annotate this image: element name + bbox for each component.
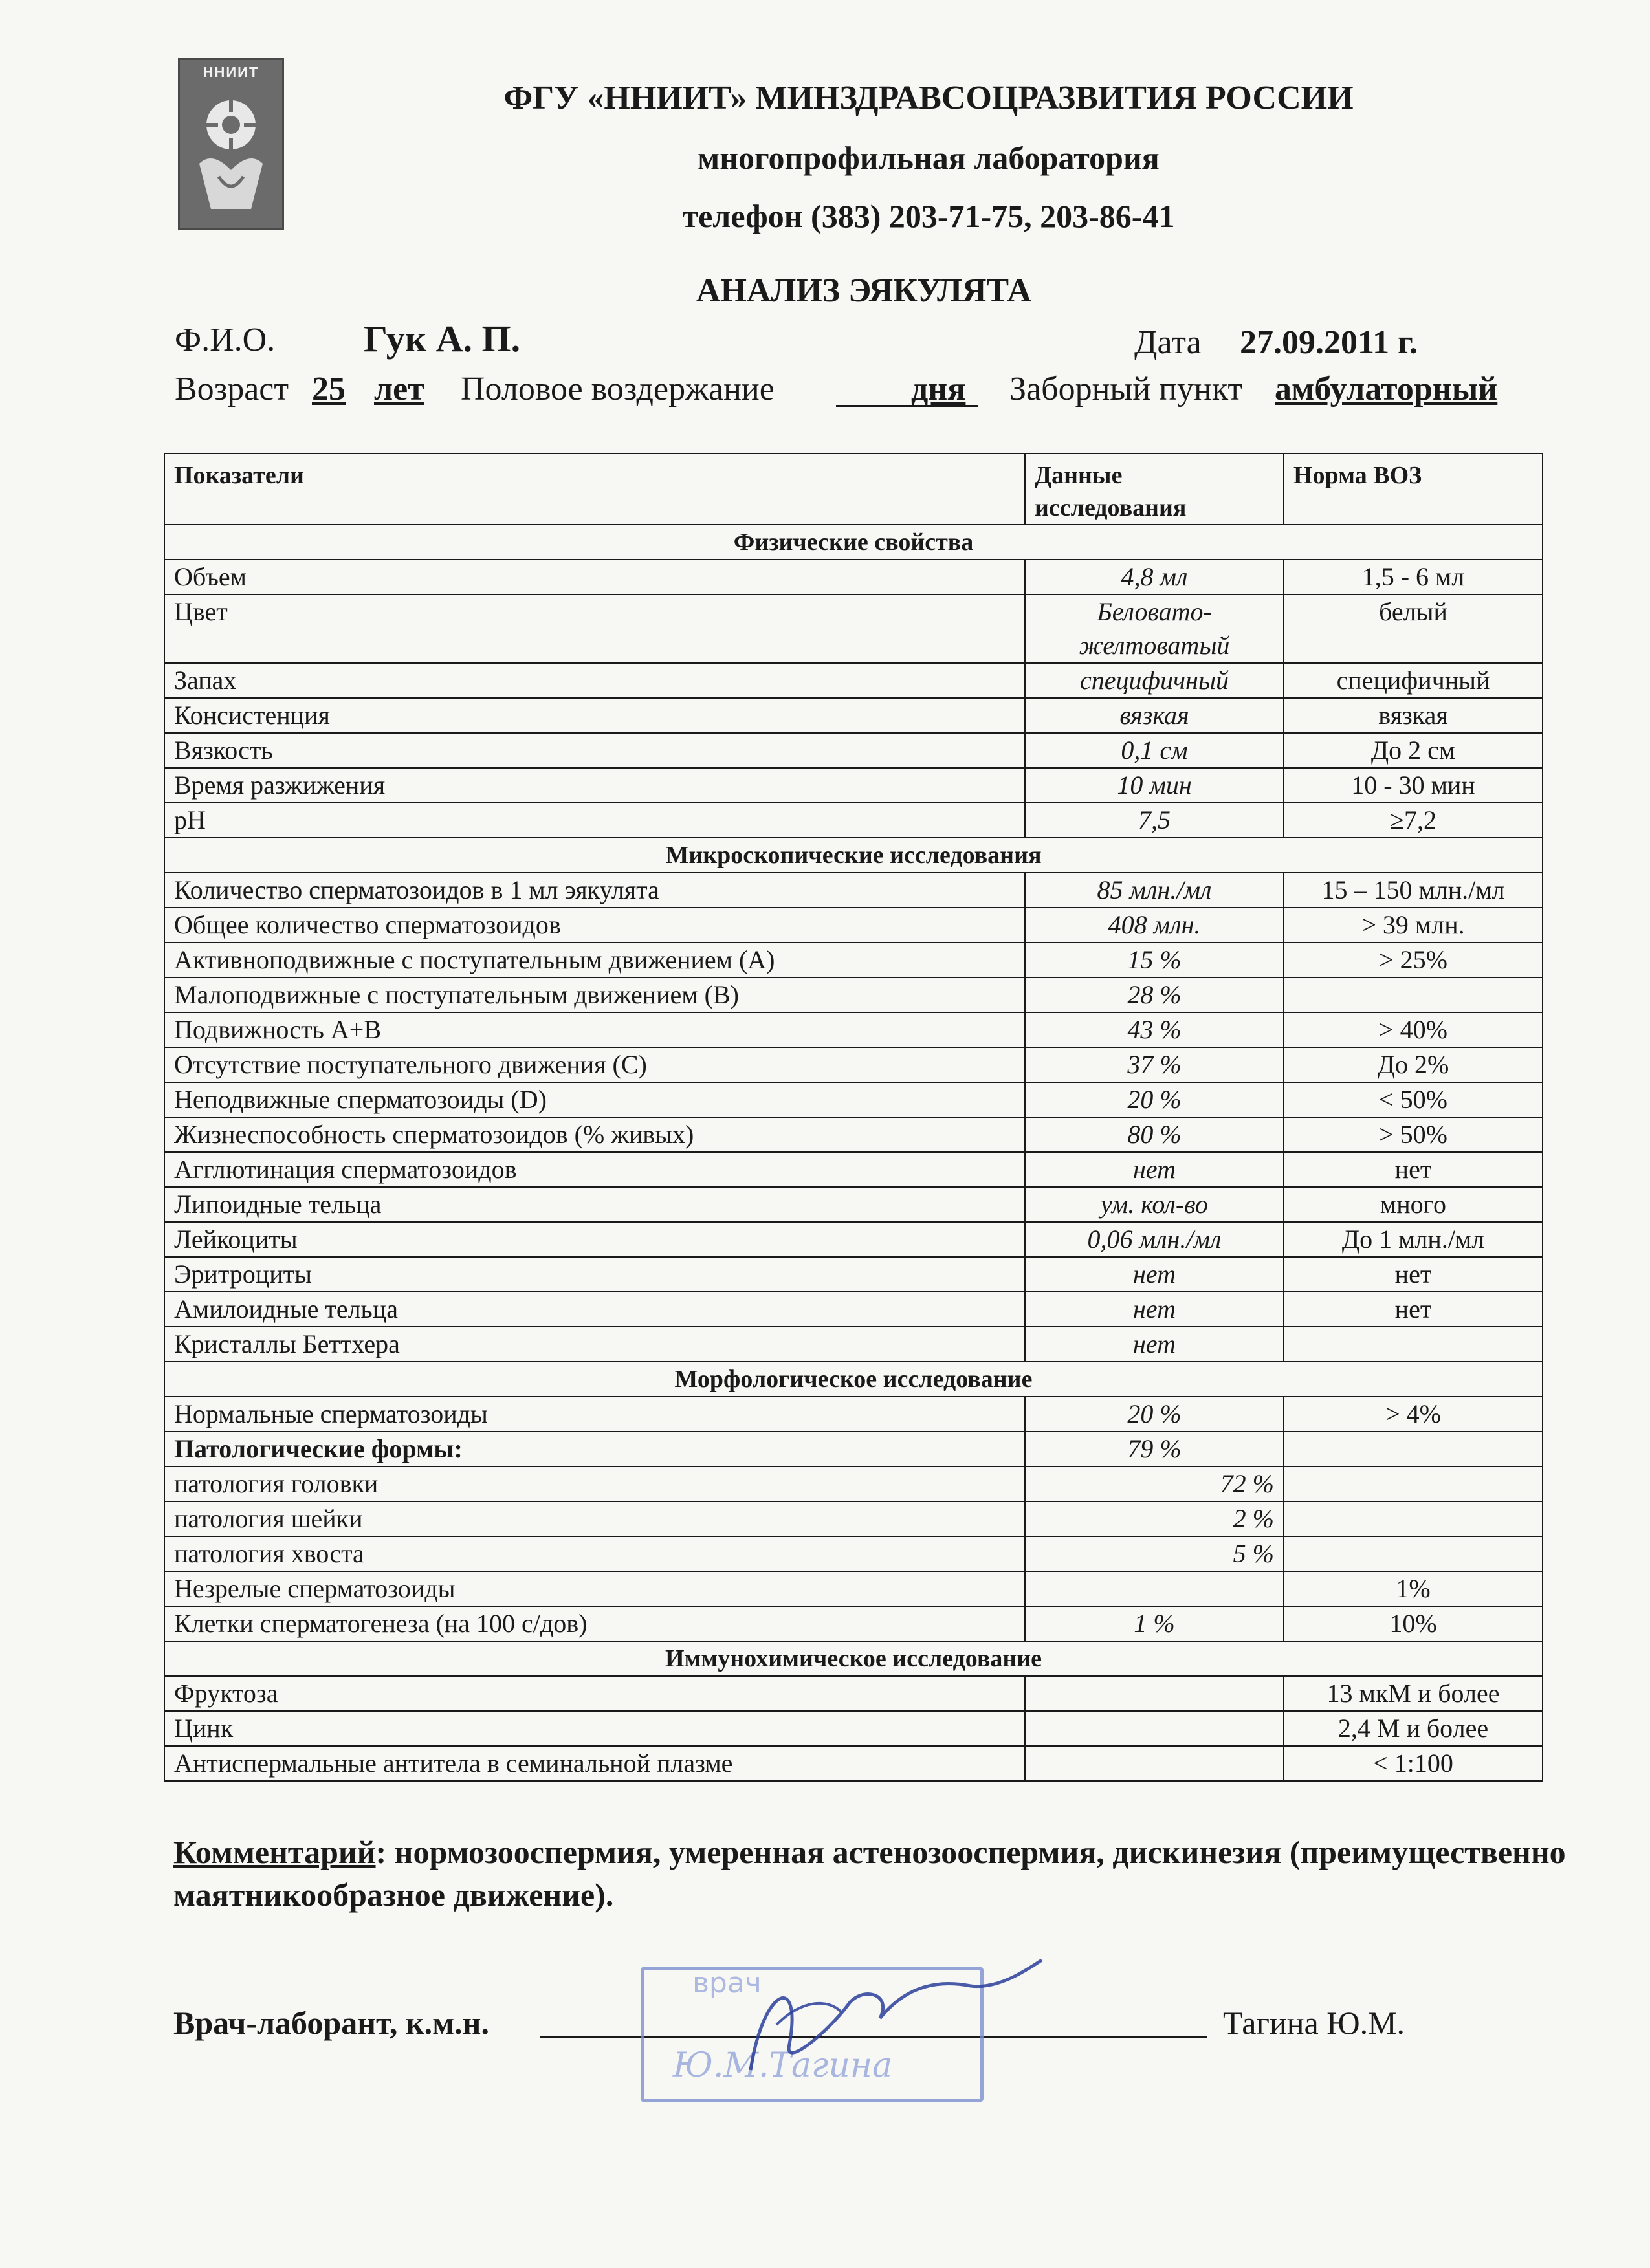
table-row: pH 7,5 ≥7,2 — [164, 803, 1543, 838]
fio-value: Гук А. П. — [364, 318, 521, 360]
section-morphology: Морфологическое исследование — [164, 1362, 1543, 1397]
date-value: 27.09.2011 г. — [1240, 324, 1418, 361]
signature-stamp-icon — [634, 1947, 1048, 2115]
table-row: Неподвижные сперматозоиды (D) 20 % < 50% — [164, 1082, 1543, 1117]
table-row: патология хвоста 5 % — [164, 1536, 1543, 1571]
table-row: Вязкость 0,1 см До 2 см — [164, 733, 1543, 768]
table-row: Отсутствие поступательного движения (C) 37 % До 2% — [164, 1047, 1543, 1082]
table-header-row — [164, 453, 1543, 525]
table-row: Консистенция вязкая вязкая — [164, 698, 1543, 733]
table-row: Время разжижения 10 мин 10 - 30 мин — [164, 768, 1543, 803]
table-row: Клетки сперматогенеза (на 100 с/дов) 1 % 10% — [164, 1606, 1543, 1641]
section-immuno: Иммунохимическое исследование — [164, 1641, 1543, 1676]
age-value: 25 — [312, 371, 346, 408]
point-label: Заборный пункт — [1009, 371, 1243, 408]
table-row: Подвижность A+B 43 % > 40% — [164, 1012, 1543, 1047]
table-row: Лейкоциты 0,06 млн./мл До 1 млн./мл — [164, 1222, 1543, 1257]
logo-text: ННИИТ — [203, 64, 259, 80]
table-row: Запах специфичный специфичный — [164, 663, 1543, 698]
age-label: Возраст — [175, 371, 289, 408]
doctor-name: Тагина Ю.М. — [1223, 2005, 1405, 2041]
table-row: Количество сперматозоидов в 1 мл эякулята 85 млн./мл 15 – 150 млн./мл — [164, 873, 1543, 908]
document-title: АНАЛИЗ ЭЯКУЛЯТА — [696, 272, 1032, 309]
table-row: Липоидные тельца ум. кол-во много — [164, 1187, 1543, 1222]
col-norm: Норма ВОЗ — [1284, 453, 1543, 525]
comment-block — [173, 1831, 1578, 1916]
table-row: Общее количество сперматозоидов 408 млн. > 39 млн. — [164, 908, 1543, 943]
section-microscopic: Микроскопические исследования — [164, 838, 1543, 873]
date-label: Дата — [1134, 324, 1202, 361]
results-table — [164, 453, 1543, 1782]
table-row: Незрелые сперматозоиды 1% — [164, 1571, 1543, 1606]
table-row: Жизнеспособность сперматозоидов (% живых) 80 % > 50% — [164, 1117, 1543, 1152]
abstinence-unit: дня — [911, 371, 966, 408]
table-row: Активноподвижные с поступательным движением (A) 15 % > 25% — [164, 943, 1543, 977]
comment-label: Комментарий — [173, 1834, 376, 1870]
svg-text:Ю.М.Тагина: Ю.М.Тагина — [673, 2046, 893, 2085]
table-row: Нормальные сперматозоиды 20 % > 4% — [164, 1397, 1543, 1432]
doctor-role: Врач-лаборант, к.м.н. — [173, 2005, 489, 2041]
table-row: Агглютинация сперматозоидов нет нет — [164, 1152, 1543, 1187]
fio-label: Ф.И.О. — [175, 322, 276, 358]
col-indicator: Показатели — [164, 453, 1025, 525]
table-row: Цвет Беловато- желтоватый белый — [164, 594, 1543, 663]
table-row: Кристаллы Беттхера нет — [164, 1327, 1543, 1362]
svg-text:врач: врач — [692, 1967, 762, 2000]
col-data: Данные исследования — [1025, 453, 1284, 525]
lab-subtitle: многопрофильная лаборатория — [698, 140, 1160, 176]
abstinence-label: Половое воздержание — [461, 371, 775, 408]
age-unit: лет — [374, 371, 424, 408]
table-row: Цинк 2,4 М и более — [164, 1711, 1543, 1746]
table-row: Антиспермальные антитела в семинальной плазме < 1:100 — [164, 1746, 1543, 1781]
table-row: Амилоидные тельца нет нет — [164, 1292, 1543, 1327]
table-row: Патологические формы: 79 % — [164, 1432, 1543, 1467]
comment-text: : нормозооспермия, умеренная астенозооспермия, дискинезия (преимущественно маятникообразное движение). — [173, 1834, 1566, 1913]
organization-title: ФГУ «ННИИТ» МИНЗДРАВСОЦРАЗВИТИЯ РОССИИ — [503, 80, 1354, 116]
table-row: Фруктоза 13 мкМ и более — [164, 1676, 1543, 1711]
table-row: патология шейки 2 % — [164, 1501, 1543, 1536]
table-row: Объем 4,8 мл 1,5 - 6 мл — [164, 560, 1543, 594]
table-row: Эритроциты нет нет — [164, 1257, 1543, 1292]
point-value: амбулаторный — [1275, 371, 1498, 408]
section-physical: Физические свойства — [164, 525, 1543, 560]
phone-line: телефон (383) 203-71-75, 203-86-41 — [682, 198, 1175, 234]
table-row: Малоподвижные с поступательным движением (B) 28 % — [164, 977, 1543, 1012]
table-row: патология головки 72 % — [164, 1467, 1543, 1501]
